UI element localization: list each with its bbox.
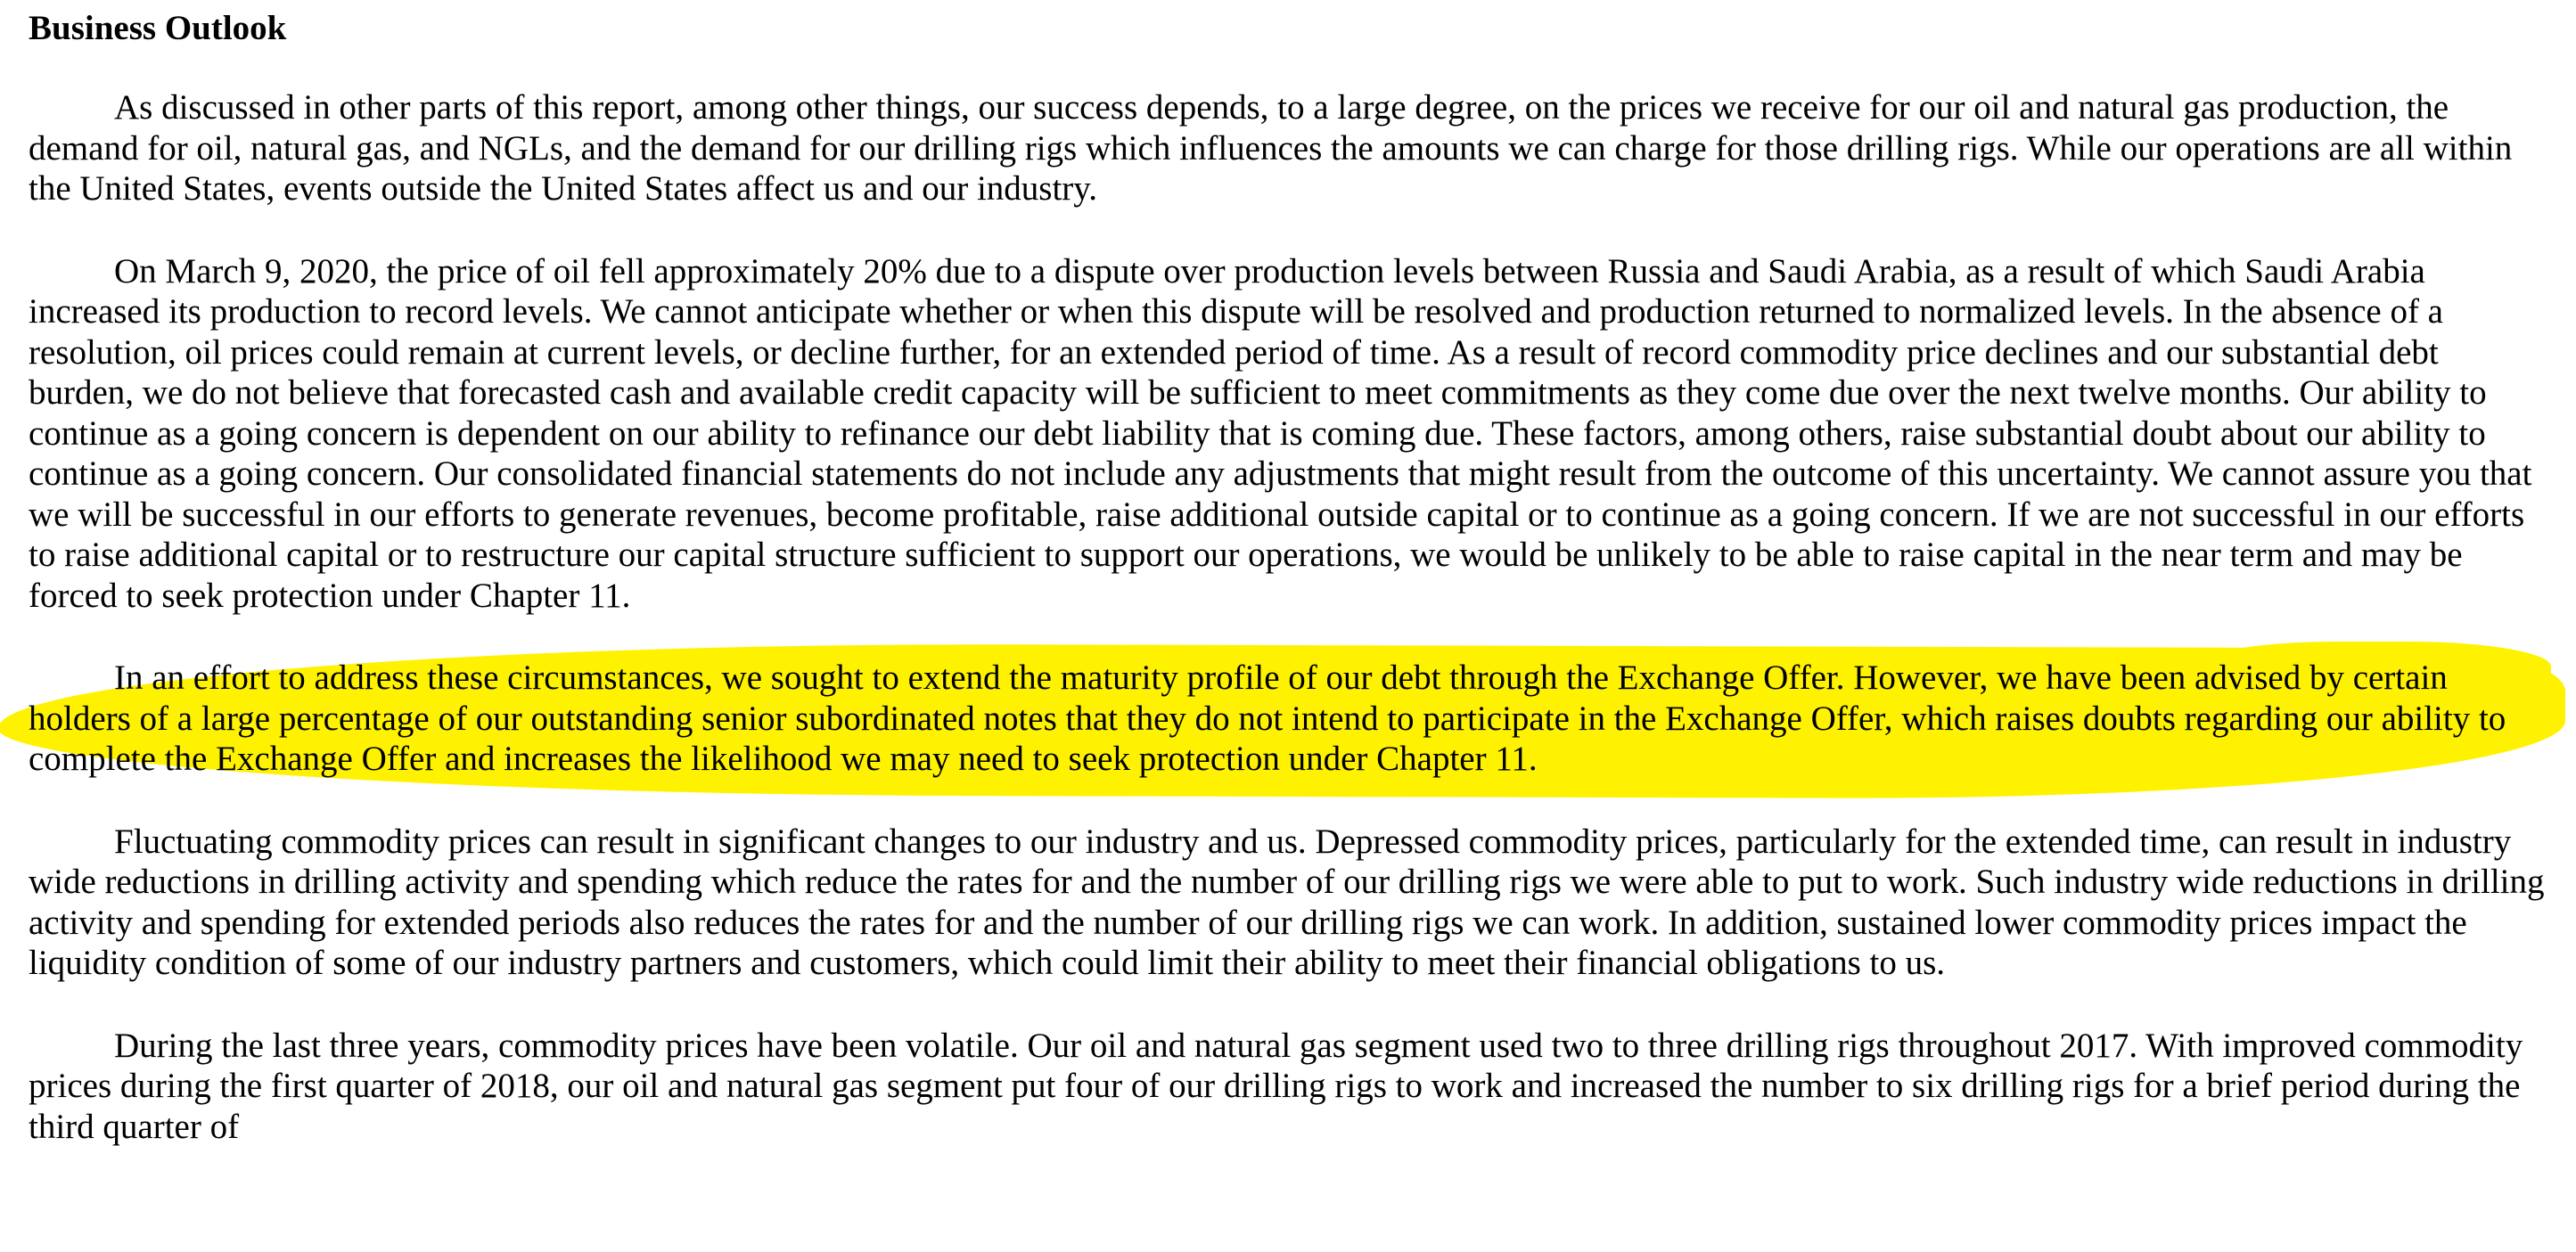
paragraph-commodity-prices: Fluctuating commodity prices can result in significant changes to our industry and us. Depressed commodity prices, particularly for the extended time, can result in industry wide reductions in drilling activity and spending which reduce the rates for and the number of our drilling rigs we were able to put to work. Such industry wide reductions in drilling activity and spending for extended periods also reduces the rates for and the number of our drilling rigs we can work. In addition, sustained lower commodity prices impact the liquidity condition of some of our industry partners and customers, which could limit their ability to meet their financial obligations to us. bbox=[29, 822, 2545, 982]
paragraph-volatility: During the last three years, commodity prices have been volatile. Our oil and natural gas segment used two to three drilling rigs throughout 2017. With improved commodity prices during the first quarter of 2018, our oil and natural gas segment put four of our drilling rigs to work and increased the number to six drilling rigs for a brief period during the third quarter of bbox=[29, 1026, 2523, 1146]
highlighted-passage bbox=[29, 658, 2547, 780]
paragraph-business-context: As discussed in other parts of this report, among other things, our success depends, to a large degree, on the prices we receive for our oil and natural gas production, the demand for oil, natural gas, and NGLs, and the demand for our drilling rigs which influences the amounts we can charge for those drilling rigs. While our operations are all within the United States, events outside the United States affect us and our industry. bbox=[29, 88, 2513, 208]
section-heading: Business Outlook bbox=[29, 9, 287, 47]
document-body bbox=[29, 7, 2547, 1147]
paragraph-exchange-offer: In an effort to address these circumstances, we sought to extend the maturity profile of our debt through the Exchange Offer. However, we have been advised by certain holders of a large percentage of our outstanding senior subordinated notes that they do not intend to participate in the Exchange Offer, which raises doubts regarding our ability to complete the Exchange Offer and increases the likelihood we may need to seek protection under Chapter 11. bbox=[29, 659, 2506, 778]
paragraph-going-concern: On March 9, 2020, the price of oil fell approximately 20% due to a dispute over production levels between Russia and Saudi Arabia, as a result of which Saudi Arabia increased its production to record levels. We cannot anticipate whether or when this dispute will be resolved and production returned to normalized levels. In the absence of a resolution, oil prices could remain at current levels, or decline further, for an extended period of time. As a result of record commodity price declines and our substantial debt burden, we do not believe that forecasted cash and available credit capacity will be sufficient to meet commitments as they come due over the next twelve months. Our ability to continue as a going concern is dependent on our ability to refinance our debt liability that is coming due. These factors, among others, raise substantial doubt about our ability to continue as a going concern. Our consolidated financial statements do not include any adjustments that might result from the outcome of this uncertainty. We cannot assure you that we will be successful in our efforts to generate revenues, become profitable, raise additional outside capital or to continue as a going concern. If we are not successful in our efforts to raise additional capital or to restructure our capital structure sufficient to support our operations, we would be unlikely to be able to raise capital in the near term and may be forced to seek protection under Chapter 11. bbox=[29, 251, 2532, 615]
